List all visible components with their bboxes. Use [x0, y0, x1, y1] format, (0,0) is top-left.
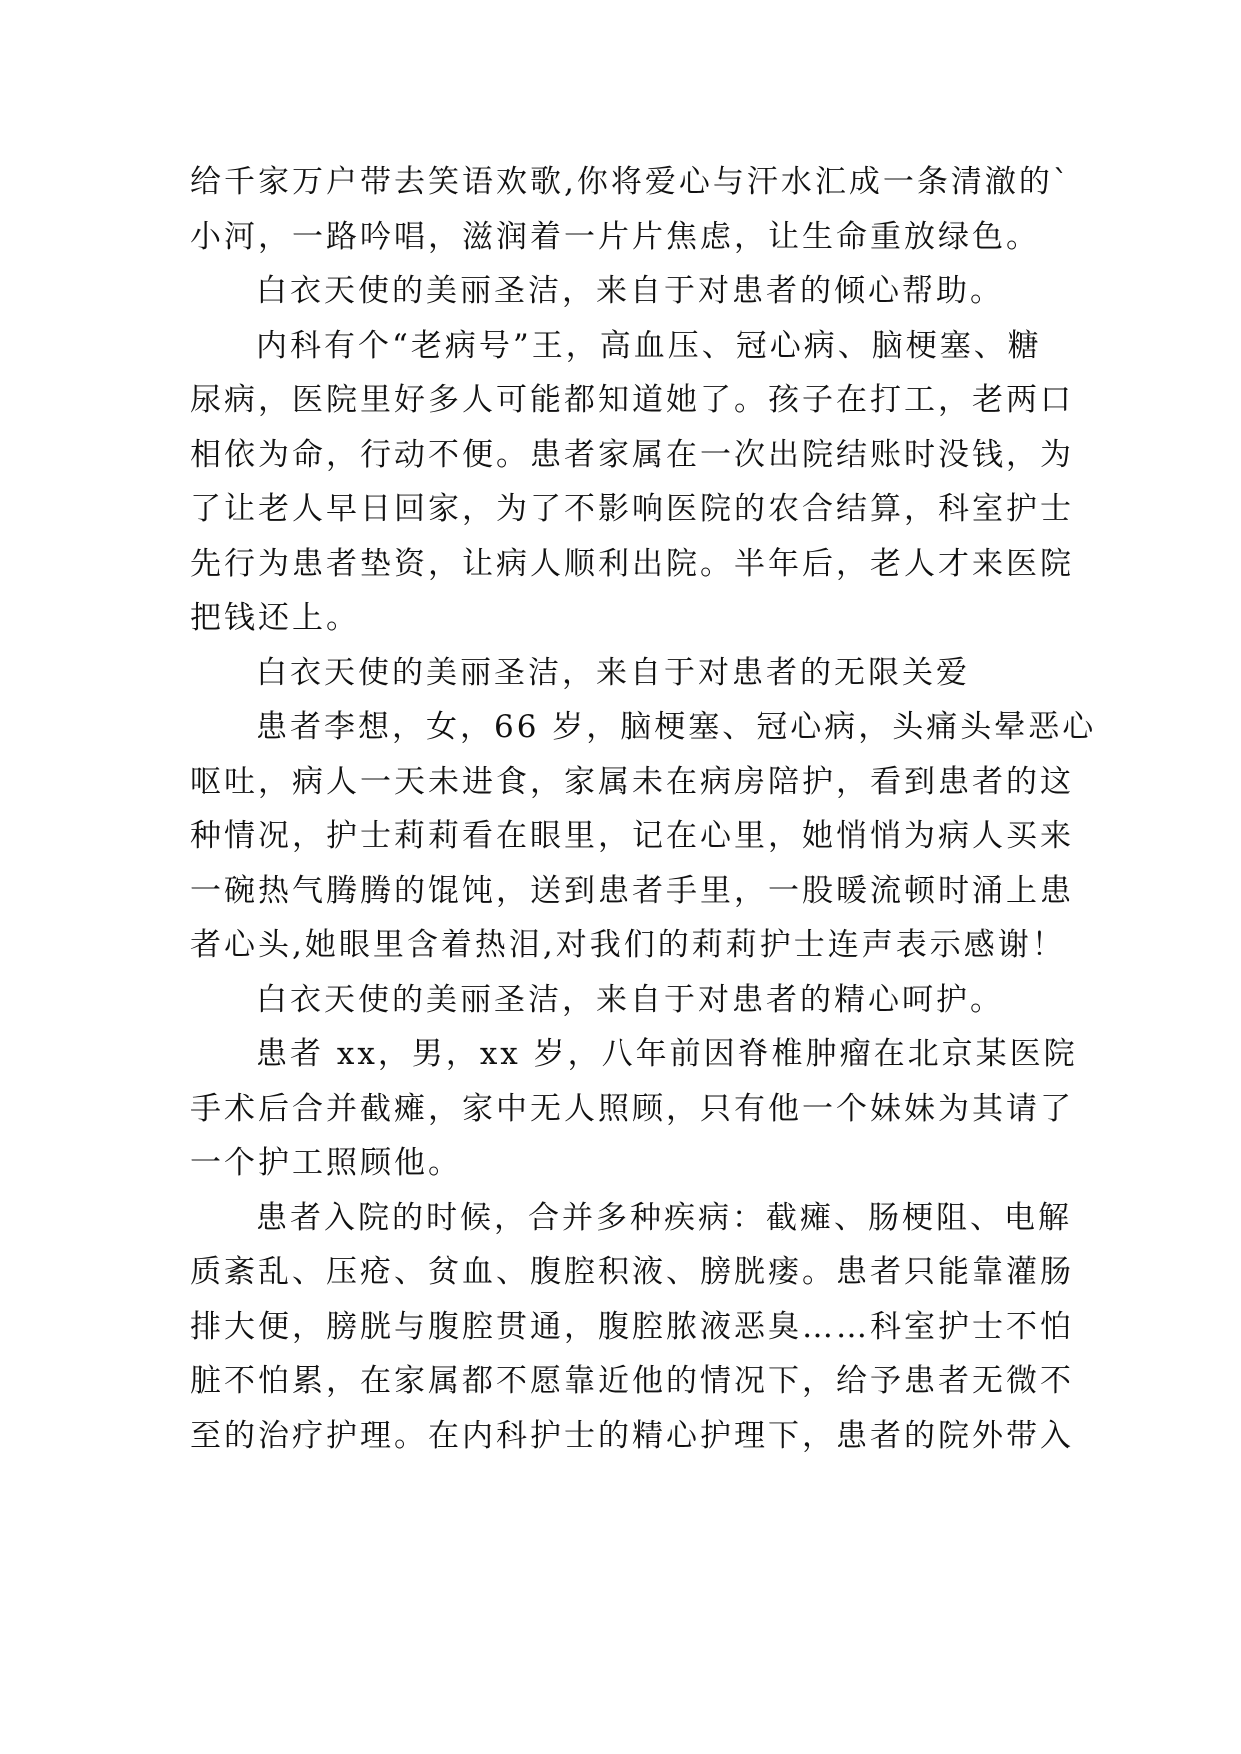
text-line: 小河，一路吟唱，滋润着一片片焦虑，让生命重放绿色。 — [190, 218, 1040, 255]
text-line: 把钱还上。 — [190, 600, 360, 636]
text-line: 一个护工照顾他。 — [190, 1145, 462, 1181]
text-line: 内科有个“老病号”王，高血压、冠心病、脑梗塞、糖 — [256, 327, 1042, 364]
text-line: 先行为患者垫资，让病人顺利出院。半年后，老人才来医院 — [190, 545, 1074, 582]
text-line: 白衣天使的美丽圣洁，来自于对患者的倾心帮助。 — [256, 273, 1004, 309]
text-line: 一碗热气腾腾的馄饨，送到患者手里，一股暖流顿时涌上患 — [190, 872, 1074, 909]
text-line: 白衣天使的美丽圣洁，来自于对患者的无限关爱 — [256, 654, 970, 691]
text-line: 患者李想，女，66 岁，脑梗塞、冠心病，头痛头晕恶心 — [256, 709, 1097, 745]
text-line: 者心头,她眼里含着热泪,对我们的莉莉护士连声表示感谢！ — [190, 927, 1066, 963]
text-line: 排大便，膀胱与腹腔贯通，腹腔脓液恶臭……科室护士不怕 — [190, 1308, 1074, 1345]
text-line: 患者入院的时候，合并多种疾病：截瘫、肠梗阻、电解 — [256, 1199, 1072, 1236]
text-line: 至的治疗护理。在内科护士的精心护理下，患者的院外带入 — [190, 1417, 1074, 1454]
text-line: 尿病，医院里好多人可能都知道她了。孩子在打工，老两口 — [190, 382, 1074, 418]
body-text — [190, 155, 1097, 1463]
text-line: 相依为命，行动不便。患者家属在一次出院结账时没钱，为 — [190, 436, 1074, 473]
text-line: 种情况，护士莉莉看在眼里，记在心里，她悄悄为病人买来 — [190, 818, 1074, 854]
text-line: 给千家万户带去笑语欢歌,你将爱心与汗水汇成一条清澈的` — [190, 164, 1072, 200]
text-line: 脏不怕累，在家属都不愿靠近他的情况下，给予患者无微不 — [190, 1363, 1074, 1399]
text-line: 了让老人早日回家，为了不影响医院的农合结算，科室护士 — [190, 491, 1074, 527]
text-line: 患者 xx，男，xx 岁，八年前因脊椎肿瘤在北京某医院 — [256, 1036, 1078, 1072]
text-line: 白衣天使的美丽圣洁，来自于对患者的精心呵护。 — [256, 981, 1004, 1018]
text-line: 质紊乱、压疮、贫血、腹腔积液、膀胱瘘。患者只能靠灌肠 — [190, 1254, 1074, 1290]
text-line: 手术后合并截瘫，家中无人照顾，只有他一个妹妹为其请了 — [190, 1090, 1074, 1127]
text-line: 呕吐，病人一天未进食，家属未在病房陪护，看到患者的这 — [190, 763, 1074, 800]
